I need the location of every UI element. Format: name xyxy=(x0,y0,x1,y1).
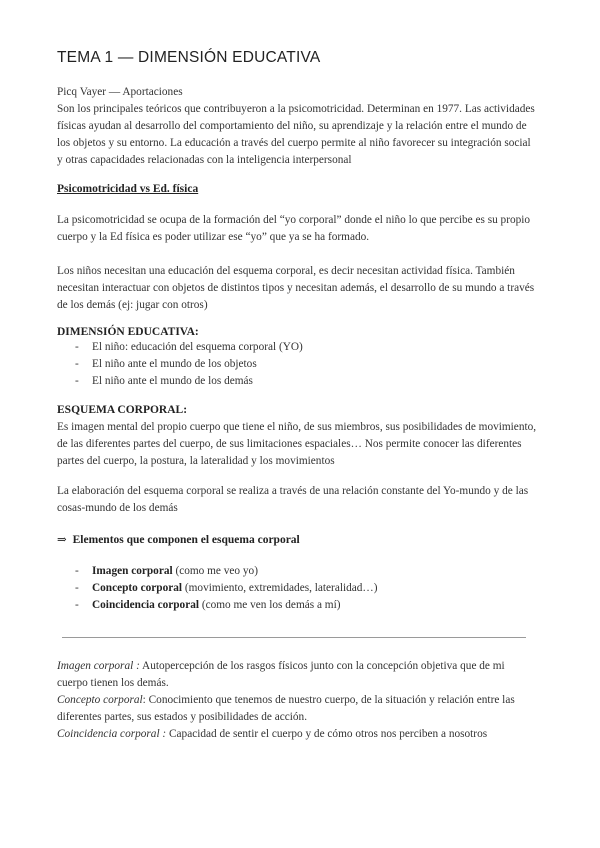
esquema-heading: ESQUEMA CORPORAL: xyxy=(57,404,188,416)
intro-body: Son los principales teóricos que contribuyeron a la psicomotricidad. Determinan en 1977. Las actividades físicas ayudan al desarrollo del comportamiento del niño, su aprendizaje y la relación entre el mundo de los objetos y su entorno. La educación a través del cuerpo permite al niño favorecer su integración social y otras capacidades relacionadas con la inteligencia interpersonal xyxy=(57,103,535,166)
definition-text: Capacidad de sentir el cuerpo y de cómo otros nos perciben a nosotros xyxy=(166,728,488,740)
dimension-item-text: El niño ante el mundo de los objetos xyxy=(92,358,257,370)
definition-text: Autopercepción de los rasgos físicos junto con la concepción objetiva que de mi cuerpo tienen los demás. xyxy=(57,660,505,689)
psico-para-1: La psicomotricidad se ocupa de la formación del “yo corporal” donde el niño lo que percibe es su propio cuerpo y la Ed física es poder utilizar ese “yo” que ya se ha formado. xyxy=(57,214,531,243)
list-item: - Concepto corporal (movimiento, extremidades, lateralidad…) xyxy=(75,582,378,594)
elementos-heading-row xyxy=(57,532,300,546)
elemento-desc: (como me veo yo) xyxy=(172,565,258,577)
psico-para-2: Los niños necesitan una educación del esquema corporal, es decir necesitan actividad física. También necesitan interactuar con objetos de distintos tipos y necesitan además, el desarrollo de su mundo a través de los demás (ej: jugar con otros) xyxy=(57,265,535,311)
definition-item xyxy=(57,692,537,726)
intro-heading: Picq Vayer — Aportaciones xyxy=(57,86,183,98)
list-item: - Imagen corporal (como me veo yo) xyxy=(75,565,258,577)
elementos-list xyxy=(57,563,377,614)
esquema-para-2: La elaboración del esquema corporal se realiza a través de una relación constante del Yo-mundo y de las cosas-mundo de los demás xyxy=(57,485,529,514)
dimension-heading: DIMENSIÓN EDUCATIVA: xyxy=(57,326,199,338)
definitions-block xyxy=(57,658,537,743)
double-arrow-icon: ⇒ xyxy=(57,534,67,546)
dimension-list xyxy=(57,339,303,390)
divider xyxy=(62,637,526,638)
dimension-item-text: El niño ante el mundo de los demás xyxy=(92,375,253,387)
definition-term: Concepto corporal xyxy=(57,694,143,706)
list-item: - El niño: educación del esquema corporal (YO) xyxy=(75,341,303,353)
elemento-term: Imagen corporal xyxy=(92,565,173,577)
dimension-item-text: El niño: educación del esquema corporal (YO) xyxy=(92,341,303,353)
list-item: - Coincidencia corporal (como me ven los demás a mí) xyxy=(75,599,341,611)
intro-block xyxy=(57,84,537,169)
definition-item xyxy=(57,726,537,743)
list-item: - El niño ante el mundo de los demás xyxy=(75,375,253,387)
definition-term: Coincidencia corporal : xyxy=(57,728,167,740)
elemento-desc: (movimiento, extremidades, lateralidad…) xyxy=(182,582,378,594)
definition-term: Imagen corporal : xyxy=(57,660,140,672)
elemento-term: Coincidencia corporal xyxy=(92,599,199,611)
esquema-para-1: Es imagen mental del propio cuerpo que tiene el niño, de sus miembros, sus posibilidades de movimiento, de las diferentes partes del cuerpo, de sus limitaciones espaciales… Nos permite conocer las diferentes partes del cuerpo, la postura, la lateralidad y los movimientos xyxy=(57,421,537,467)
definition-text: : Conocimiento que tenemos de nuestro cuerpo, de la situación y relación entre las diferentes partes, sus estados y posibilidades de acción. xyxy=(57,694,515,723)
list-item: - El niño ante el mundo de los objetos xyxy=(75,358,257,370)
psico-heading: Psicomotricidad vs Ed. física xyxy=(57,183,199,195)
elementos-heading: Elementos que componen el esquema corporal xyxy=(72,534,300,546)
page-title: TEMA 1 — DIMENSIÓN EDUCATIVA xyxy=(57,49,321,66)
definition-item xyxy=(57,658,537,692)
elemento-term: Concepto corporal xyxy=(92,582,183,594)
elemento-desc: (como me ven los demás a mí) xyxy=(199,599,341,611)
